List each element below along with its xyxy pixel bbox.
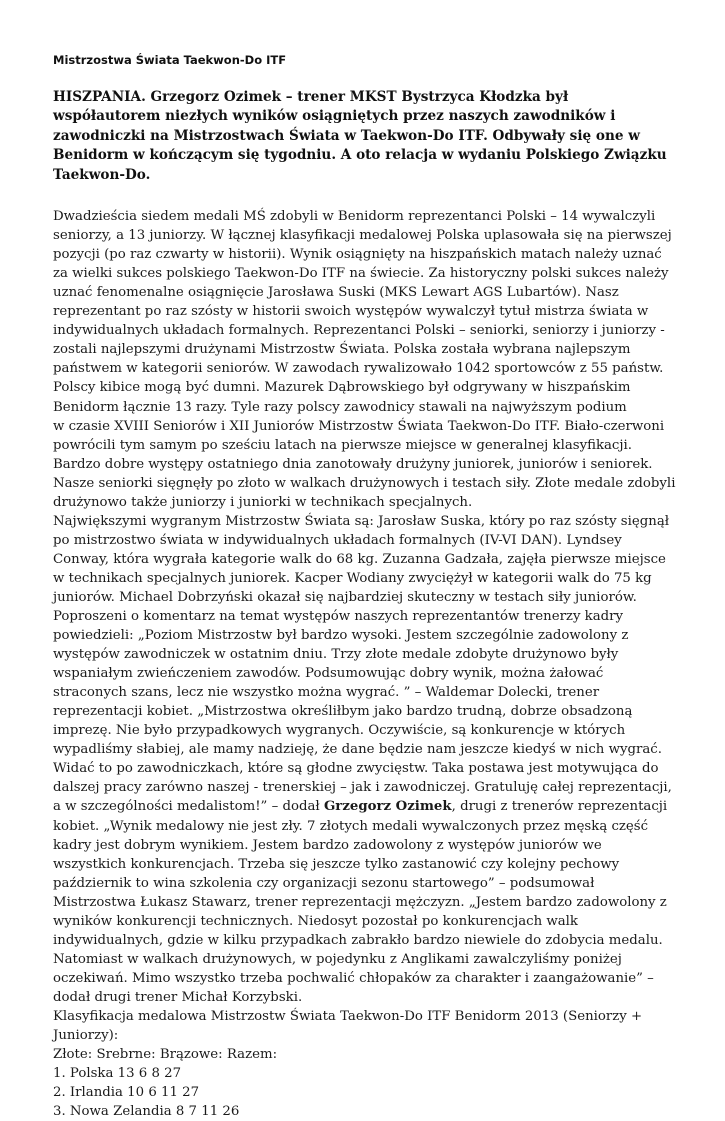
lead-separator: . [141,89,151,105]
coach-name-bold: Grzegorz Ozimek [323,799,452,815]
ranking-item: 2. Irlandia 10 6 11 27 [53,1085,200,1101]
article-body [53,207,678,1121]
document-page [53,52,678,1121]
ranking-item: 1. Polska 13 6 8 27 [53,1066,182,1082]
paragraph-fans: Polscy kibice mogą być dumni. Mazurek Dąbrowskiego był odgrywany w hiszpańskim Benidorm łącznie 13 razy. Tyle razy polscy zawodnicy stawali na najwyższym podium [53,380,631,415]
paragraph-coach-comments [53,607,678,1007]
lead-paragraph [53,88,678,185]
paragraph-medal-headers: Złote: Srebrne: Brązowe: Razem: [53,1047,278,1063]
coach-comments-part2: , drugi z trenerów reprezentacji kobiet. „Wynik medalowy nie jest zły. 7 złotych medali wywalczonych przez męską część kadry jest dobrym wynikiem. Jestem bardzo zadowolony z występów juniorów we wszystkich konkurencjach. Trzeba się jeszcze tylko zastanowić czy kolejny pechowy październik to wina szkolenia czy organizacji sezonu startowego” – podsumował Mistrzostwa Łukasz Stawarz, trener reprezentacji mężczyzn. „Jestem bardzo zadowolony z wyników konkurencji technicznych. Niedosyt pozostał po konkurencjach walk indywidualnych, gdzie w kilku przypadkach zabrakło bardzo niewiele do zdobycia medalu. Natomiast w walkach drużynowych, w pojedynku z Anglikami zawalczyliśmy poniżej oczekiwań. Mimo wszystko trzeba pochwalić chłopaków za charakter i zaangażowanie” – dodał drugi trener Michał Korzybski. [53,799,668,1005]
coach-comments-part1: Poproszeni o komentarz na temat występów naszych reprezentantów trenerzy kadry powiedzieli: „Poziom Mistrzostw był bardzo wysoki. Jestem szczególnie zadowolony z występów zawodniczek w ostatnim dniu. Trzy złote medale zdobyte drużynowo były wspaniałym zwieńczeniem zawodów. Podsumowując dobry wynik, można żałować straconych szans, lecz nie wszystko można wygrać. ” – Waldemar Dolecki, trener reprezentacji kobiet. „Mistrzostwa określiłbym jako bardzo trudną, dobrze obsadzoną imprezę. Nie było przypadkowych wygranych. Oczywiście, są konkurencje w których wypadliśmy słabiej, ale mamy nadzieję, że dane będzie nam jeszcze kiedyś w nich wygrać. Widać to po zawodniczkach, które są głodne zwycięstw. Taka postawa jest motywująca do dalszej pracy zarówno naszej - trenerskiej – jak i zawodniczej. Gratuluję całej reprezentacji, a w szczególności medalistom!” – dodał [53,609,672,815]
ranking-item: 3. Nowa Zelandia 8 7 11 26 [53,1104,240,1120]
lead-location: HISZPANIA [53,89,142,105]
ranking-list [53,1064,678,1121]
document-title: Mistrzostwa Świata Taekwon-Do ITF [53,53,287,67]
paragraph-championships: w czasie XVIII Seniorów i XII Juniorów Mistrzostw Świata Taekwon-Do ITF. Biało-czerwoni powrócili tym samym po sześciu latach na pierwsze miejsce w generalnej klasyfikacji. Bardzo dobre występy ostatniego dnia zanotowały drużyny juniorek, juniorów i seniorek. Nasze seniorki sięgnęły po złoto w walkach drużynowych i testach siły. Złote medale zdobyli drużynowo także juniorzy i juniorki w technikach specjalnych. [53,418,676,510]
lead-text: Grzegorz Ozimek – trener MKST Bystrzyca Kłodzka był współautorem niezłych wyników osiągniętych przez naszych zawodników i zawodniczki na Mistrzostwach Świata w Taekwon-Do ITF. Odbywały się one w Benidorm w kończącym się tygodniu. A oto relacja w wydaniu Polskiego Związku Taekwon-Do. [53,89,667,183]
paragraph-winners: Największymi wygranym Mistrzostw Świata są: Jarosław Suska, który po raz szósty sięgnął po mistrzostwo świata w indywidualnych układach formalnych (IV-VI DAN). Lyndsey Conway, która wygrała kategorie walk do 68 kg. Zuzanna Gadzała, zajęła pierwsze miejsce w technikach specjalnych juniorek. Kacper Wodiany zwyciężył w kategorii walk do 75 kg juniorów. Michael Dobrzyński okazał się najbardziej skuteczny w testach siły juniorów. [53,513,670,605]
paragraph-classification-title: Klasyfikacja medalowa Mistrzostw Świata Taekwon-Do ITF Benidorm 2013 (Seniorzy + Juniorzy): [53,1009,643,1044]
paragraph-medal-summary: Dwadzieścia siedem medali MŚ zdobyli w Benidorm reprezentanci Polski – 14 wywalczyli seniorzy, a 13 juniorzy. W łącznej klasyfikacji medalowej Polska uplasowała się na pierwszej pozycji (po raz czwarty w historii). Wynik osiągnięty na hiszpańskich matach należy uznać za wielki sukces polskiego Taekwon-Do ITF na świecie. Za historyczny polski sukces należy uznać fenomenalne osiągnięcie Jarosława Suski (MKS Lewart AGS Lubartów). Nasz reprezentant po raz szósty w historii swoich występów wywalczył tytuł mistrza świata w indywidualnych układach formalnych. Reprezentanci Polski – seniorki, seniorzy i juniorzy - zostali najlepszymi drużynami Mistrzostw Świata. Polska została wybrana najlepszym państwem w kategorii seniorów. W zawodach rywalizowało 1042 sportowców z 55 państw. [53,209,672,377]
